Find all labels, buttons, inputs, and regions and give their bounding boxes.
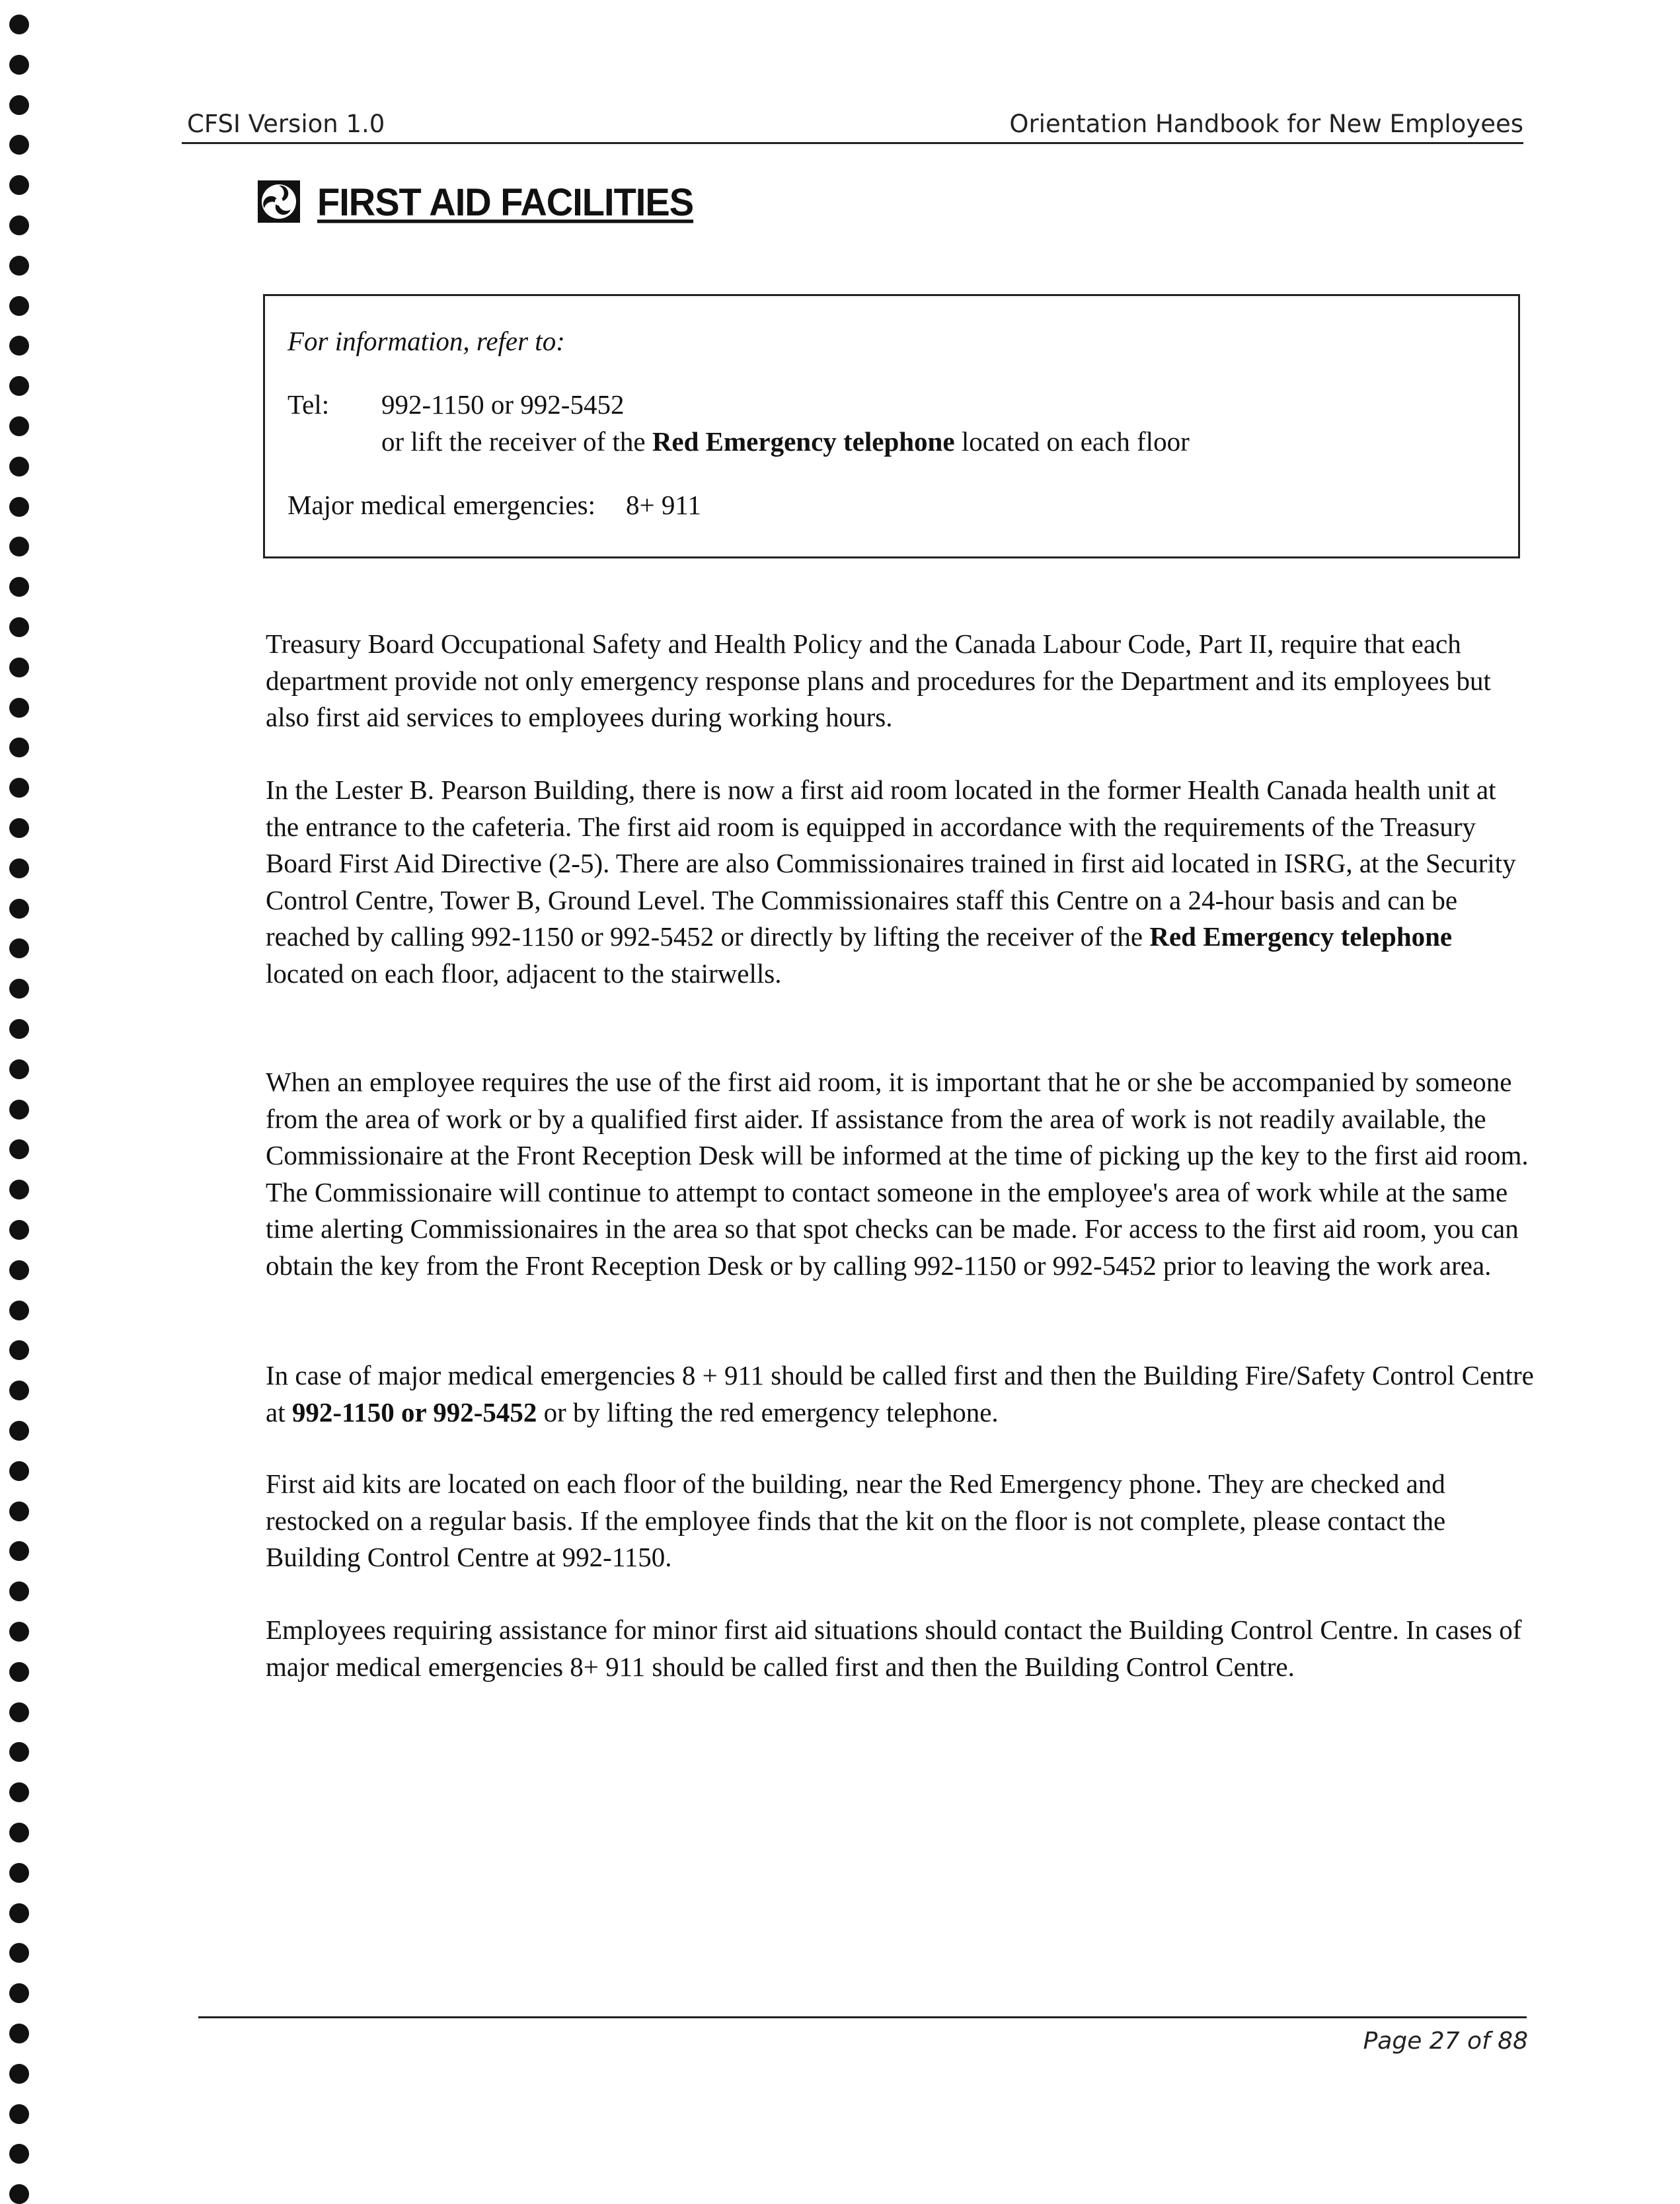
- info-box: [263, 294, 1520, 558]
- binding-hole: [9, 1220, 29, 1240]
- binding-hole: [9, 1381, 29, 1400]
- paragraph-text: Employees requiring assistance for minor first aid situations should contact the Building Control Centre. In cases of major medical emergencies 8+ 911 should be called first and then the Building Control Centre.: [266, 1615, 1522, 1682]
- binding-hole: [9, 1340, 29, 1360]
- binding-hole: [9, 537, 29, 556]
- binding-hole: [9, 135, 29, 155]
- binding-hole: [9, 1541, 29, 1561]
- paragraph-text: When an employee requires the use of the first aid room, it is important that he or she be accompanied by someone from the area of work or by a qualified first aider. If assistance from the area of work is not readily available, the Commissionaire at the Front Reception Desk will be informed at the time of picking up the key to the first aid room. The Commissionaire will continue to attempt to contact someone in the employee's area of work while at the same time alerting Commissionaires in the area so that spot checks can be made. For access to the first aid room, you can obtain the key from the Front Reception Desk or by calling 992-1150 or 992-5452 prior to leaving the work area.: [266, 1067, 1529, 1281]
- tel-alt-prefix: or lift the receiver of the: [381, 426, 652, 457]
- binding-hole: [9, 1742, 29, 1762]
- binding-hole: [9, 1260, 29, 1280]
- binding-hole: [9, 778, 29, 798]
- binding-hole: [9, 1823, 29, 1843]
- tel-alt-bold: Red Emergency telephone: [652, 426, 955, 457]
- binding-hole: [9, 95, 29, 115]
- binding-hole: [9, 15, 29, 34]
- section-title: FIRST AID FACILITIES: [317, 179, 694, 224]
- paragraph-room-access: [266, 1064, 1535, 1284]
- binding-hole: [9, 1581, 29, 1601]
- binding-hole: [9, 457, 29, 476]
- tel-label: Tel:: [287, 389, 330, 420]
- paragraph-bold: 992-1150 or 992-5452: [291, 1396, 537, 1427]
- binding-hole: [9, 738, 29, 757]
- paragraph-text: In case of major medical emergencies 8 + 911 should be called first and then the Building Fire/Safety Control Centre at: [266, 1360, 1534, 1427]
- binding-hole: [9, 1662, 29, 1682]
- binding-hole: [9, 2184, 29, 2204]
- tel-numbers: 992-1150 or 992-5452: [381, 389, 625, 420]
- binding-hole: [9, 1461, 29, 1481]
- paragraph-major-emergencies: [266, 1357, 1535, 1431]
- binding-hole: [9, 336, 29, 356]
- binding-hole: [9, 2024, 29, 2043]
- binding-hole: [9, 1421, 29, 1441]
- binding-hole: [9, 1501, 29, 1521]
- binding-hole: [9, 698, 29, 718]
- binding-hole: [9, 1782, 29, 1802]
- major-number: 8+ 911: [626, 490, 701, 520]
- binding-hole: [9, 658, 29, 677]
- binding-hole: [9, 2064, 29, 2084]
- tel-alternative: [287, 423, 1496, 460]
- binding-hole: [9, 1622, 29, 1642]
- paragraph-text: In the Lester B. Pearson Building, there is now a first aid room located in the former Health Canada health unit at the entrance to the cafeteria. The first aid room is equipped in accordance with the requirements of the Treasury Board First Aid Directive (2-5). There are also Commissionaires trained in first aid located in ISRG, at the Security Control Centre, Tower B, Ground Level. The Commissionaires staff this Centre on a 24-hour basis and can be reached by calling 992-1150 or 992-5452 or directly by lifting the receiver of the: [266, 775, 1516, 952]
- page-number: Page 27 of 88: [1363, 2028, 1528, 2055]
- footer-rule: [198, 2016, 1527, 2018]
- paragraph-text: located on each floor, adjacent to the stairwells.: [266, 958, 782, 989]
- binding-hole: [9, 899, 29, 919]
- info-refer-label: For information, refer to:: [287, 326, 565, 356]
- binding-hole: [9, 175, 29, 195]
- paragraph-minor-situations: [266, 1612, 1535, 1685]
- section-heading: [256, 175, 693, 228]
- paragraph-bold: Red Emergency telephone: [1149, 921, 1453, 952]
- binding-hole: [9, 979, 29, 999]
- info-tel-row: [287, 386, 1496, 423]
- binding-hole: [9, 55, 29, 75]
- paragraph-first-aid-room: [266, 772, 1535, 992]
- binding-hole: [9, 938, 29, 958]
- page-header: [182, 102, 1523, 144]
- binding-hole: [9, 1943, 29, 1963]
- binding-hole: [9, 1059, 29, 1079]
- binding-hole: [9, 1863, 29, 1883]
- binding-hole: [9, 256, 29, 276]
- binding-hole: [9, 818, 29, 838]
- binding-hole: [9, 1983, 29, 2003]
- binding-hole: [9, 416, 29, 436]
- paragraph-policy: [266, 626, 1535, 736]
- paragraph-first-aid-kits: [266, 1466, 1535, 1576]
- tel-alt-suffix: located on each floor: [954, 426, 1190, 457]
- header-handbook-title: Orientation Handbook for New Employees: [1009, 110, 1523, 138]
- paragraph-text: Treasury Board Occupational Safety and Health Policy and the Canada Labour Code, Part II, require that each department provide not only emergency response plans and procedures for the Department and its employees but also first aid services to employees during working hours.: [266, 628, 1491, 732]
- binding-hole: [9, 1019, 29, 1039]
- binding-hole: [9, 1903, 29, 1923]
- header-version: CFSI Version 1.0: [187, 110, 385, 138]
- binding-hole: [9, 1180, 29, 1199]
- binding-hole: [9, 2104, 29, 2124]
- paragraph-text: First aid kits are located on each floor of the building, near the Red Emergency phone. They are checked and restocked on a regular basis. If the employee finds that the kit on the floor is not complete, please contact the Building Control Centre at 992-1150.: [266, 1468, 1446, 1572]
- binding-hole: [9, 1100, 29, 1120]
- binding-hole: [9, 1702, 29, 1722]
- major-label: Major medical emergencies:: [287, 490, 595, 520]
- binding-hole: [9, 2144, 29, 2164]
- binding-hole: [9, 617, 29, 637]
- binding-hole: [9, 858, 29, 878]
- binding-holes: [0, 0, 33, 2197]
- paragraph-text: or by lifting the red emergency telephone.: [537, 1396, 999, 1427]
- first-aid-symbol-icon: [256, 179, 301, 224]
- binding-hole: [9, 1139, 29, 1159]
- major-emergency-row: [287, 486, 1496, 523]
- binding-hole: [9, 577, 29, 597]
- binding-hole: [9, 376, 29, 396]
- binding-hole: [9, 1301, 29, 1320]
- binding-hole: [9, 215, 29, 235]
- binding-hole: [9, 296, 29, 316]
- binding-hole: [9, 497, 29, 517]
